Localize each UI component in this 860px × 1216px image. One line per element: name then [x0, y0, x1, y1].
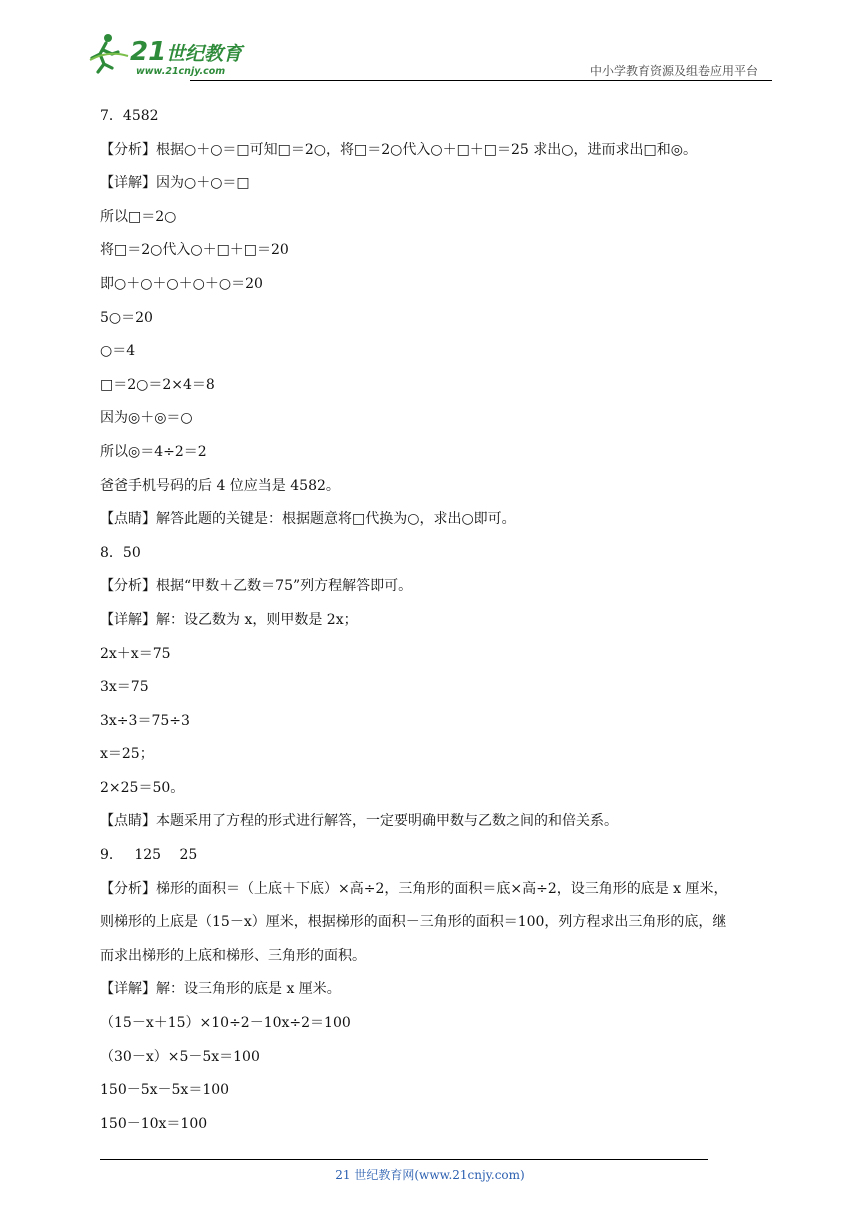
footer-link[interactable]: 21 世纪教育网(www.21cnjy.com) [335, 1168, 525, 1182]
solution-line: □＝2○＝2×4＝8 [100, 376, 215, 393]
answer-number: 9． 125 25 [100, 847, 198, 864]
svg-text:世纪教育: 世纪教育 [166, 43, 243, 65]
analysis-line: 【分析】根据“甲数＋乙数＝75”列方程解答即可。 [100, 578, 413, 595]
answer-number: 8．50 [100, 544, 141, 561]
solution-line: （30－x）×5－5x＝100 [100, 1048, 260, 1065]
conclusion-line: 爸爸手机号码的后 4 位应当是 4582。 [100, 477, 340, 494]
solution-line: 150－5x－5x＝100 [100, 1082, 230, 1099]
document-body [100, 100, 768, 1141]
svg-text:www.21cnjy.com: www.21cnjy.com [136, 66, 226, 77]
solution-line: 3x＝75 [100, 679, 149, 696]
solution-line: 因为◎＋◎＝○ [100, 410, 193, 427]
solution-line: 2×25＝50。 [100, 779, 185, 796]
detail-line: 【详解】解：设乙数为 x，则甲数是 2x； [100, 611, 358, 628]
solution-line: 所以□＝2○ [100, 208, 177, 225]
solution-line: 2x＋x＝75 [100, 645, 171, 662]
solution-line: 3x÷3＝75÷3 [100, 712, 190, 729]
solution-line: 将□＝2○代入○＋□＋□＝20 [100, 242, 289, 259]
analysis-line: 则梯形的上底是（15－x）厘米，根据梯形的面积－三角形的面积＝100，列方程求出三角形的底，继 [100, 914, 727, 931]
solution-line: ○＝4 [100, 343, 136, 360]
svg-text:21: 21 [130, 37, 167, 67]
analysis-line: 【分析】梯形的面积＝（上底＋下底）×高÷2，三角形的面积＝底×高÷2，设三角形的底是 x 厘米， [100, 880, 728, 897]
comment-line: 【点睛】解答此题的关键是：根据题意将□代换为○，求出○即可。 [100, 511, 516, 528]
analysis-line: 而求出梯形的上底和梯形、三角形的面积。 [100, 947, 366, 964]
analysis-line: 【分析】根据○＋○＝□可知□＝2○，将□＝2○代入○＋□＋□＝25 求出○，进而求出□和◎。 [100, 141, 697, 158]
page-header [88, 28, 772, 82]
solution-line: 即○＋○＋○＋○＋○＝20 [100, 275, 263, 292]
header-divider [190, 80, 772, 81]
comment-line: 【点睛】本题采用了方程的形式进行解答，一定要明确甲数与乙数之间的和倍关系。 [100, 813, 618, 830]
solution-line: （15－x＋15）×10÷2－10x÷2＝100 [100, 1015, 351, 1032]
detail-line: 【详解】因为○＋○＝□ [100, 175, 250, 192]
platform-name: 中小学教育资源及组卷应用平台 [589, 64, 758, 78]
answer-number: 7．4582 [100, 108, 159, 124]
detail-line: 【详解】解：设三角形的底是 x 厘米。 [100, 981, 341, 998]
site-logo[interactable] [88, 30, 258, 78]
runner-logo-icon [88, 30, 258, 78]
solution-line: 所以◎＝4÷2＝2 [100, 443, 207, 460]
solution-line: 150－10x＝100 [100, 1115, 208, 1132]
solution-line: 5○＝20 [100, 309, 153, 326]
footer-divider [100, 1159, 708, 1160]
solution-line: x＝25； [100, 746, 154, 763]
